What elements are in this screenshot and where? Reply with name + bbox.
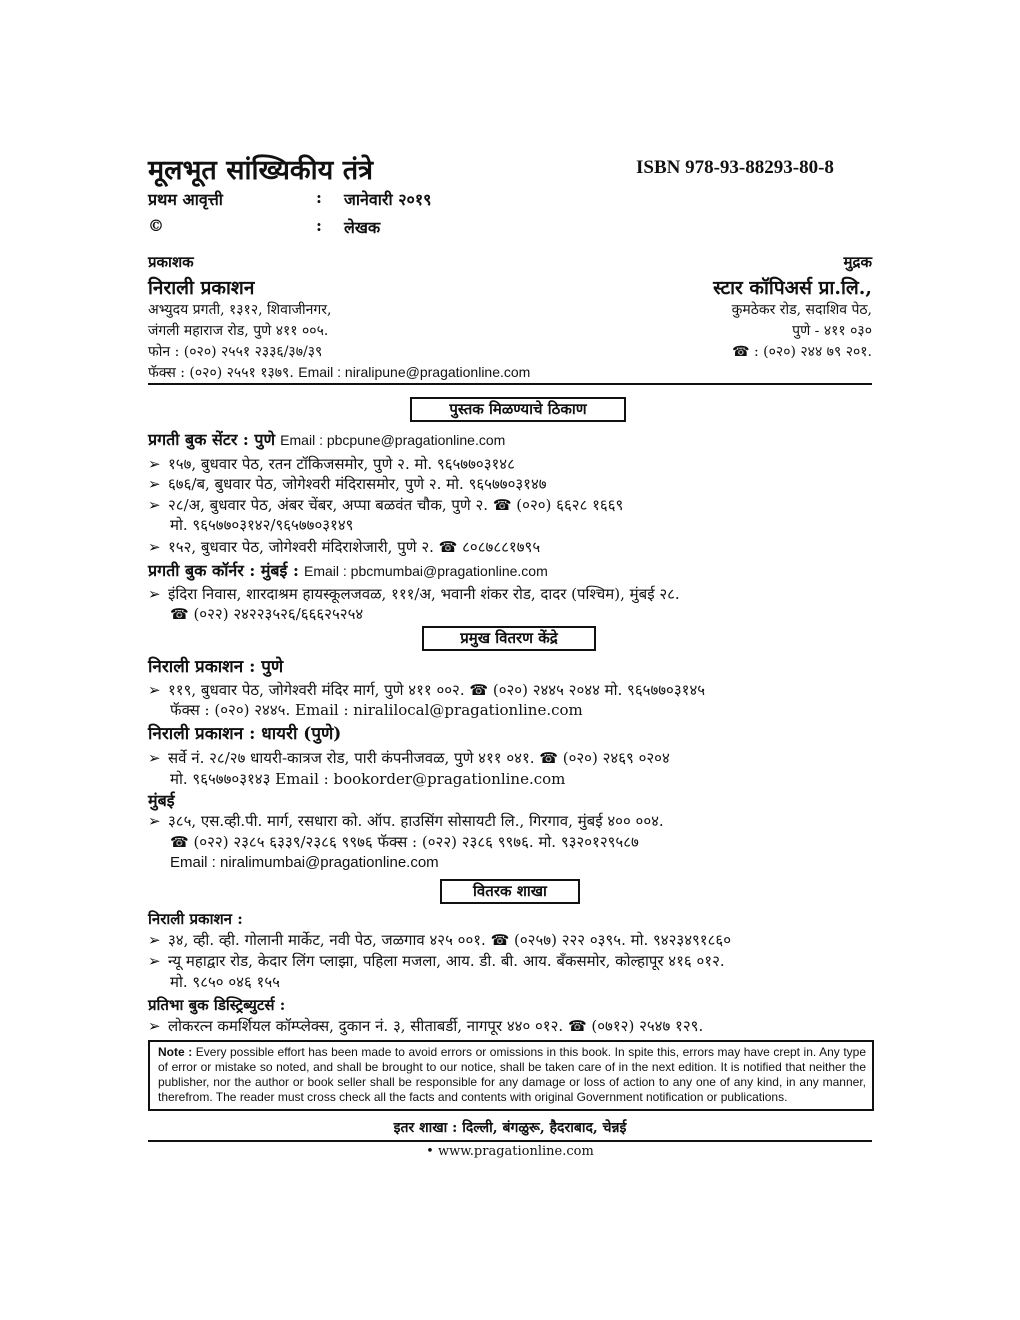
list-item: ➢ सर्वे नं. २८/२७ धायरी-कात्रज रोड, पारी कंपनीजवळ, पुणे ४११ ०४१. ☎ (०२०) २४६९ ०२०४ [148,749,670,767]
publisher-phone: फोन : (०२०) २५५१ २३३६/३७/३९ [148,344,323,360]
list-item-cont: फॅक्स : (०२०) २४४५. Email : niralilocal@pragationline.com [170,701,583,719]
list-item: ➢ ६७६/ब, बुधवार पेठ, जोगेश्वरी मंदिरासमोर, पुणे २. मो. ९६५७७०३१४७ [148,475,547,493]
section-branches-heading: वितरक शाखा [440,879,580,904]
list-item: ➢ १५२, बुधवार पेठ, जोगेश्वरी मंदिराशेजारी, पुणे २. ☎ ८०८७८८१७९५ [148,538,541,556]
list-item-cont: मो. ९६५७७०३१४२/९६५७७०३१४९ [170,516,354,534]
section-books-heading: पुस्तक मिळण्याचे ठिकाण [410,397,626,422]
pbc-pune-heading: प्रगती बुक सेंटर : पुणे [148,430,276,449]
divider [148,1140,872,1142]
section-distribution-heading: प्रमुख वितरण केंद्रे [422,626,596,651]
list-item: ➢ १५७, बुधवार पेठ, रतन टॉकिजसमोर, पुणे २. मो. ९६५७७०३१४८ [148,455,515,473]
pbc-mumbai-heading: प्रगती बुक कॉर्नर : मुंबई : [148,561,299,580]
list-item-cont: Email : niralimumbai@pragationline.com [170,854,439,871]
divider [148,383,872,385]
copyright-label: © [148,216,164,235]
note-box [148,1040,874,1111]
mumbai-heading: मुंबई [148,791,175,810]
list-item-cont: मो. ९६५७७०३१४३ Email : bookorder@pragationline.com [170,770,566,788]
copyright-sep: : [316,216,322,235]
printer-phone: ☎ : (०२०) २४४ ७९ २०१. [732,344,872,360]
isbn: ISBN 978-93-88293-80-8 [636,157,834,178]
list-item: ➢ इंदिरा निवास, शारदाश्रम हायस्कूलजवळ, १११/अ, भवानी शंकर रोड, दादर (पश्चिम), मुंबई २८. [148,585,680,603]
list-item: ➢ लोकरत्न कमर्शियल कॉम्प्लेक्स, दुकान नं. ३, सीताबर्डी, नागपूर ४४० ०१२. ☎ (०७१२) २५४७ १२९. [148,1017,704,1035]
list-item: ➢ न्यू महाद्वार रोड, केदार लिंग प्लाझा, पहिला मजला, आय. डी. बी. आय. बँकसमोर, कोल्हापूर ४१६ ०१२. [148,952,725,970]
printer-address1: कुमठेकर रोड, सदाशिव पेठ, [731,302,872,318]
list-item: ➢ ३८५, एस.व्ही.पी. मार्ग, रसधारा को. ऑप. हाउसिंग सोसायटी लि., गिरगाव, मुंबई ४०० ००४. [148,812,664,830]
edition-label: प्रथम आवृत्ती [148,190,223,209]
np-dhayari-heading: निराली प्रकाशन : धायरी (पुणे) [148,724,342,744]
list-item-cont: ☎ (०२२) २४२२३५२६/६६६२५२५४ [170,605,364,623]
other-branches: इतर शाखा : दिल्ली, बंगळुरू, हैदराबाद, चेन्नई [393,1120,627,1136]
publisher-address2: जंगली महाराज रोड, पुणे ४११ ००५. [148,323,329,339]
book-title: मूलभूत सांख्यिकीय तंत्रे [148,155,373,186]
edition-value: जानेवारी २०१९ [344,190,432,209]
list-item-cont: मो. ९८५० ०४६ १५५ [170,973,280,991]
publisher-address1: अभ्युदय प्रगती, १३१२, शिवाजीनगर, [148,302,332,318]
copyright-value: लेखक [344,218,381,237]
pbc-pune-email: Email : pbcpune@pragationline.com [280,432,506,448]
pbc-mumbai-email: Email : pbcmumbai@pragationline.com [303,563,548,579]
note-label: Note : [158,1045,193,1059]
list-item: ➢ ३४, व्ही. व्ही. गोलानी मार्केट, नवी पेठ, जळगाव ४२५ ००१. ☎ (०२५७) २२२ ०३९५. मो. ९४२३४९१८६० [148,931,731,949]
printer-address2: पुणे - ४११ ०३० [792,323,872,339]
list-item-cont: ☎ (०२२) २३८५ ६३३९/२३८६ ९९७६ फॅक्स : (०२२) २३८६ ९९७६. मो. ९३२०१२९५८७ [170,833,639,851]
publisher-fax: फॅक्स : (०२०) २५५१ १३७९. [148,365,294,381]
edition-sep: : [316,188,322,207]
publisher-name: निराली प्रकाशन [148,277,255,299]
publisher-email: Email : niralipune@pragationline.com [298,364,531,380]
publisher-heading: प्रकाशक [148,253,194,271]
branch-pratibha-heading: प्रतिभा बुक डिस्ट्रिब्युटर्स : [148,996,286,1014]
list-item: ➢ ११९, बुधवार पेठ, जोगेश्वरी मंदिर मार्ग, पुणे ४११ ००२. ☎ (०२०) २४४५ २०४४ मो. ९६५७७०३१४५ [148,681,706,699]
note-text: Every possible effort has been made to avoid errors or omissions in this book. In spite this, errors may have crept in. Any type of error or mistake so noted, and shall be brought to our notice, shall be taken care of in the next edition. It is notified that neither the publisher, nor the author or book seller shall be responsible for any damage or loss of action to any one of any kind, in any manner, therefrom. The reader must cross check all the facts and contents with original Government notification or publications. [158,1045,866,1104]
printer-name: स्टार कॉपिअर्स प्रा.लि., [713,277,872,299]
printer-heading: मुद्रक [843,253,872,271]
website-link[interactable]: • www.pragationline.com [426,1144,594,1159]
list-item: ➢ २८/अ, बुधवार पेठ, अंबर चेंबर, अप्पा बळवंत चौक, पुणे २. ☎ (०२०) ६६२८ १६६९ [148,496,624,514]
np-pune-heading: निराली प्रकाशन : पुणे [148,657,284,677]
branch-np-heading: निराली प्रकाशन : [148,910,243,928]
